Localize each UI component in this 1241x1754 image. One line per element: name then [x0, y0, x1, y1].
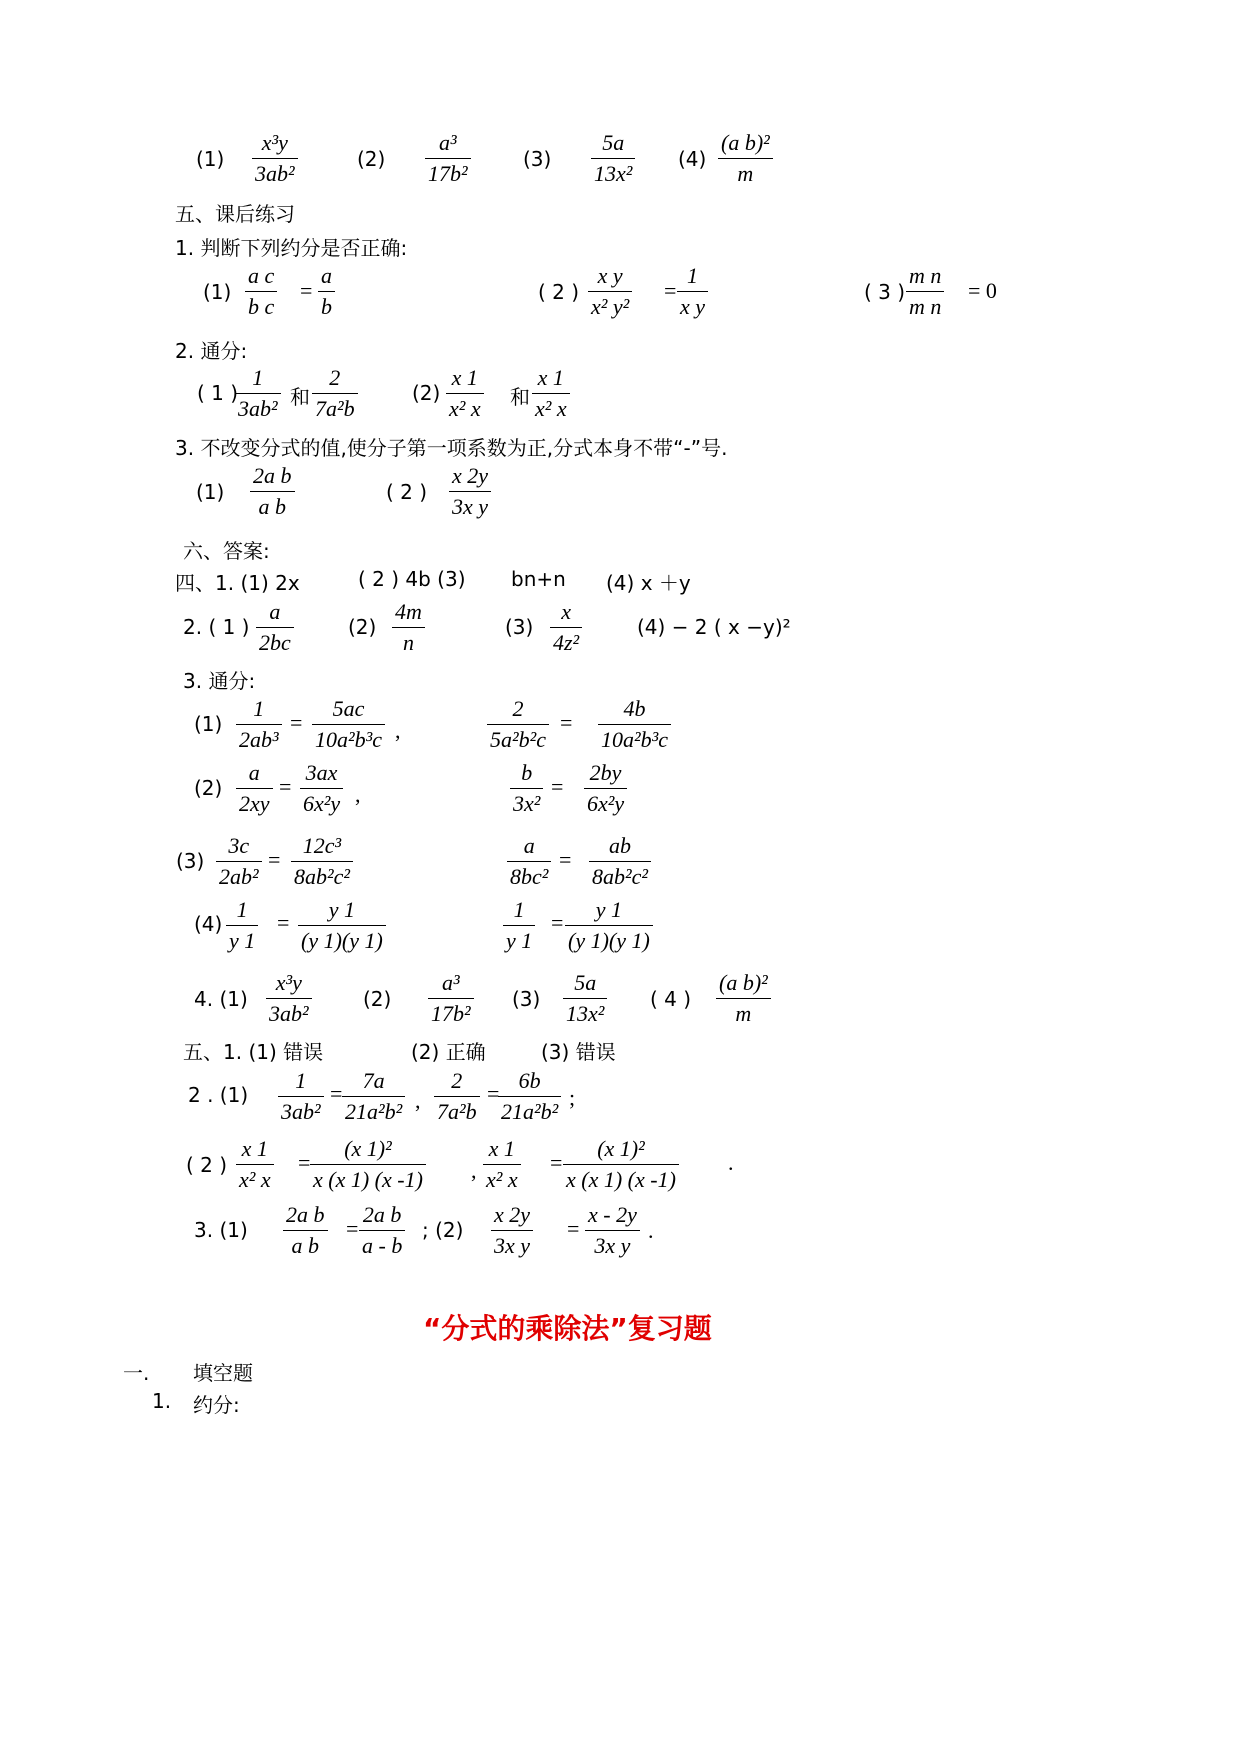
fraction: 2by 6x²y	[584, 758, 627, 819]
question: 3. 通分:	[183, 669, 256, 693]
fraction: x 1 x² x	[483, 1134, 521, 1195]
fraction: (x 1)² x (x 1) (x -1)	[310, 1134, 426, 1195]
semicolon: ;	[569, 1085, 576, 1110]
label: ( 4 )	[650, 987, 692, 1011]
equals-sign: =	[567, 1216, 580, 1241]
answer-text: (4) − 2 ( x −y)²	[637, 615, 791, 639]
section-heading: 六、答案:	[183, 539, 270, 563]
fraction: 6b 21a²b²	[498, 1066, 561, 1127]
label: ( 2 )	[186, 1153, 228, 1177]
equals-sign: =	[290, 710, 303, 735]
label: (3)	[176, 849, 205, 873]
fraction: a b	[318, 261, 335, 322]
label: (1)	[194, 712, 223, 736]
fraction: 2 7a²b	[434, 1066, 480, 1127]
fraction: 1 y 1	[503, 895, 535, 956]
fraction: x³y 3ab²	[252, 128, 298, 189]
fraction: y 1 (y 1)(y 1)	[298, 895, 386, 956]
label: (3)	[512, 987, 541, 1011]
equals-sign: =	[268, 847, 281, 872]
fraction: (a b)² m	[716, 968, 771, 1029]
label: 2. ( 1 )	[183, 615, 250, 639]
item-number: 1.	[152, 1389, 172, 1413]
label: (4)	[678, 147, 707, 171]
fraction: 4b 10a²b³c	[598, 694, 671, 755]
equals-sign: =	[298, 1150, 311, 1175]
item-text: 约分:	[193, 1393, 240, 1417]
fraction: 5a 13x²	[563, 968, 607, 1029]
fraction: x 1 x² x	[446, 363, 484, 424]
fraction: 12c³ 8ab²c²	[291, 831, 353, 892]
fraction: 2a b a b	[283, 1200, 328, 1261]
fraction: 1 x y	[677, 261, 708, 322]
equals-sign: =	[559, 847, 572, 872]
fraction: 1 3ab²	[235, 363, 281, 424]
fraction: 3ax 6x²y	[300, 758, 343, 819]
comma: ,	[415, 1088, 421, 1113]
label: (2)	[357, 147, 386, 171]
fraction: (x 1)² x (x 1) (x -1)	[563, 1134, 679, 1195]
label: ( 3 )	[864, 280, 906, 304]
fraction: a 2bc	[256, 597, 294, 658]
label: (1)	[203, 280, 232, 304]
equals-sign: =	[487, 1081, 500, 1106]
fraction: x y x² y²	[588, 261, 632, 322]
label: (3)	[523, 147, 552, 171]
section-heading: 五、课后练习	[175, 202, 295, 226]
fraction: y 1 (y 1)(y 1)	[565, 895, 653, 956]
fraction: x 1 x² x	[532, 363, 570, 424]
equals-sign: =	[550, 1150, 563, 1175]
fraction: x 2y 3x y	[449, 461, 491, 522]
fraction: 2a b a b	[250, 461, 295, 522]
equals-sign: =	[551, 910, 564, 935]
equals-sign: =	[277, 910, 290, 935]
label: (1)	[196, 147, 225, 171]
equals-zero: = 0	[968, 278, 997, 303]
answer-text: (3) 错误	[541, 1040, 616, 1064]
label: 3. (1)	[194, 1218, 248, 1242]
label: 2 . (1)	[188, 1083, 249, 1107]
comma: ,	[471, 1158, 477, 1183]
fraction: a c b c	[245, 261, 277, 322]
equals-sign: =	[664, 278, 677, 303]
fraction: x 1 x² x	[236, 1134, 274, 1195]
label: (2)	[363, 987, 392, 1011]
label: ; (2)	[422, 1218, 464, 1242]
label: (2)	[412, 381, 441, 405]
fraction: a³ 17b²	[428, 968, 474, 1029]
fraction: x³y 3ab²	[266, 968, 312, 1029]
question: 2. 通分:	[175, 339, 248, 363]
fraction: 2 7a²b	[312, 363, 358, 424]
label: (2)	[194, 776, 223, 800]
equals-sign: =	[346, 1216, 359, 1241]
label: ( 1 )	[197, 381, 239, 405]
fraction: 4m n	[392, 597, 425, 658]
answer-text: 四、1. (1) 2x	[175, 571, 300, 595]
fraction: (a b)² m	[718, 128, 773, 189]
fraction: 5ac 10a²b³c	[312, 694, 385, 755]
label: (3)	[505, 615, 534, 639]
answer-text: (2) 正确	[411, 1040, 486, 1064]
fraction: x 4z²	[550, 597, 582, 658]
equals-sign: =	[551, 774, 564, 799]
fraction: 2a b a - b	[359, 1200, 405, 1261]
label: (1)	[196, 480, 225, 504]
fraction: x - 2y 3x y	[585, 1200, 640, 1261]
comma: ,	[395, 718, 401, 743]
question: 1. 判断下列约分是否正确:	[175, 236, 408, 260]
fraction: m n m n	[906, 261, 944, 322]
answer-text: 五、1. (1) 错误	[183, 1040, 324, 1064]
fraction: x 2y 3x y	[491, 1200, 533, 1261]
comma: ,	[355, 782, 361, 807]
fraction: 2 5a²b²c	[487, 694, 549, 755]
question: 3. 不改变分式的值,使分子第一项系数为正,分式本身不带“-”号.	[175, 436, 728, 460]
period: .	[728, 1150, 734, 1175]
fraction: ab 8ab²c²	[589, 831, 651, 892]
fraction: 7a 21a²b²	[342, 1066, 405, 1127]
fraction: 1 2ab³	[236, 694, 282, 755]
equals-sign: =	[330, 1081, 343, 1106]
fraction: 3c 2ab²	[216, 831, 262, 892]
and-text: 和	[510, 385, 530, 409]
label: (4)	[194, 912, 223, 936]
fraction: a 8bc²	[507, 831, 551, 892]
section-heading: 填空题	[193, 1361, 253, 1385]
fraction: a³ 17b²	[425, 128, 471, 189]
answer-text: (4) x ＋y	[606, 571, 691, 595]
label: 4. (1)	[194, 987, 248, 1011]
section-number: 一.	[123, 1361, 150, 1385]
fraction: 1 3ab²	[278, 1066, 324, 1127]
period: .	[648, 1218, 654, 1243]
label: ( 2 )	[538, 280, 580, 304]
label: (2)	[348, 615, 377, 639]
fraction: 1 y 1	[226, 895, 258, 956]
equals-sign: =	[279, 774, 292, 799]
fraction: a 2xy	[236, 758, 273, 819]
and-text: 和	[290, 385, 310, 409]
equals-sign: =	[300, 278, 313, 303]
answer-text: ( 2 ) 4b (3)	[358, 567, 466, 591]
equals-sign: =	[560, 710, 573, 735]
fraction: 5a 13x²	[591, 128, 635, 189]
answer-text: bn+n	[511, 567, 566, 591]
page-title: “分式的乘除法”复习题	[423, 1312, 712, 1345]
label: ( 2 )	[386, 480, 428, 504]
fraction: b 3x²	[510, 758, 543, 819]
